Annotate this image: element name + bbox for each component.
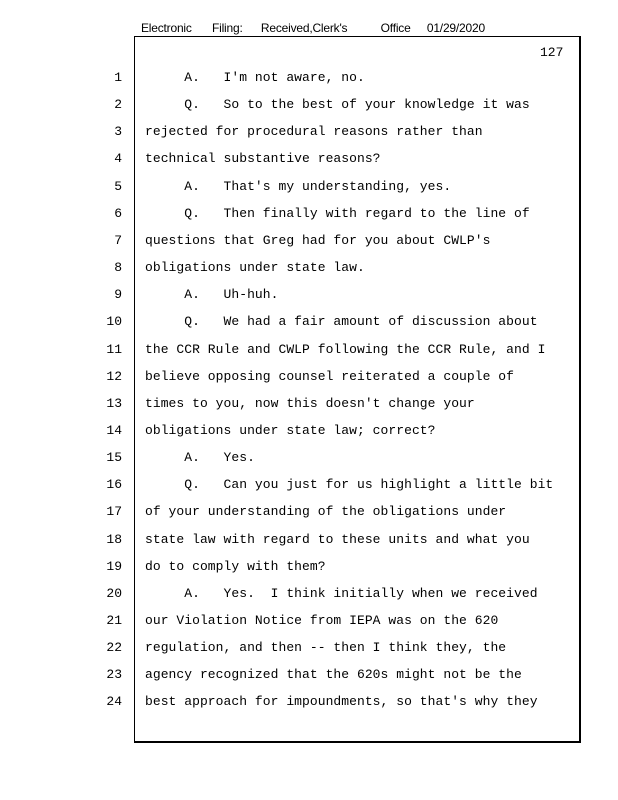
- line-number: 3: [114, 124, 122, 139]
- line-number: 23: [106, 667, 122, 682]
- transcript-line: A. Yes. I think initially when we received: [145, 586, 538, 601]
- transcript-page-border: [134, 36, 581, 743]
- line-number: 8: [114, 260, 122, 275]
- transcript-line: questions that Greg had for you about CWLP's: [145, 233, 491, 248]
- transcript-line: the CCR Rule and CWLP following the CCR Rule, and I: [145, 342, 546, 357]
- transcript-line: obligations under state law; correct?: [145, 423, 436, 438]
- line-number: 19: [106, 559, 122, 574]
- transcript-line: A. I'm not aware, no.: [145, 70, 365, 85]
- line-number: 1: [114, 70, 122, 85]
- line-number: 7: [114, 233, 122, 248]
- header-electronic: Electronic: [141, 21, 192, 35]
- transcript-line: regulation, and then -- then I think they, the: [145, 640, 507, 655]
- line-number: 17: [106, 504, 122, 519]
- transcript-line: do to comply with them?: [145, 559, 326, 574]
- transcript-line: Q. We had a fair amount of discussion about: [145, 314, 538, 329]
- header-office: Office: [380, 21, 411, 35]
- line-number: 14: [106, 423, 122, 438]
- line-number: 12: [106, 369, 122, 384]
- line-number: 4: [114, 151, 122, 166]
- page-number: 127: [540, 45, 564, 60]
- transcript-line: obligations under state law.: [145, 260, 365, 275]
- line-number: 15: [106, 450, 122, 465]
- transcript-line: state law with regard to these units and what you: [145, 532, 530, 547]
- line-number: 10: [106, 314, 122, 329]
- transcript-line: best approach for impoundments, so that's why they: [145, 694, 538, 709]
- line-number: 2: [114, 97, 122, 112]
- line-number: 16: [106, 477, 122, 492]
- line-number: 20: [106, 586, 122, 601]
- transcript-line: our Violation Notice from IEPA was on the 620: [145, 613, 499, 628]
- transcript-line: A. Yes.: [145, 450, 255, 465]
- line-number: 5: [114, 179, 122, 194]
- transcript-line: Q. Can you just for us highlight a little bit: [145, 477, 554, 492]
- line-number: 13: [106, 396, 122, 411]
- transcript-line: times to you, now this doesn't change your: [145, 396, 475, 411]
- line-number: 22: [106, 640, 122, 655]
- transcript-line: Q. So to the best of your knowledge it was: [145, 97, 530, 112]
- transcript-line: agency recognized that the 620s might not be the: [145, 667, 522, 682]
- header-received: Received,Clerk's: [260, 21, 348, 35]
- transcript-line: rejected for procedural reasons rather than: [145, 124, 483, 139]
- transcript-line: A. Uh-huh.: [145, 287, 279, 302]
- transcript-line: Q. Then finally with regard to the line of: [145, 206, 530, 221]
- line-number: 11: [106, 342, 122, 357]
- header-date: 01/29/2020: [426, 21, 485, 35]
- line-number: 6: [114, 206, 122, 221]
- line-number: 21: [106, 613, 122, 628]
- line-number: 9: [114, 287, 122, 302]
- header-filing: Filing:: [211, 21, 243, 35]
- filing-stamp-header: [141, 21, 485, 35]
- transcript-line: of your understanding of the obligations under: [145, 504, 507, 519]
- transcript-line: believe opposing counsel reiterated a couple of: [145, 369, 515, 384]
- line-number: 18: [106, 532, 122, 547]
- line-number: 24: [106, 694, 122, 709]
- transcript-line: technical substantive reasons?: [145, 151, 381, 166]
- transcript-line: A. That's my understanding, yes.: [145, 179, 452, 194]
